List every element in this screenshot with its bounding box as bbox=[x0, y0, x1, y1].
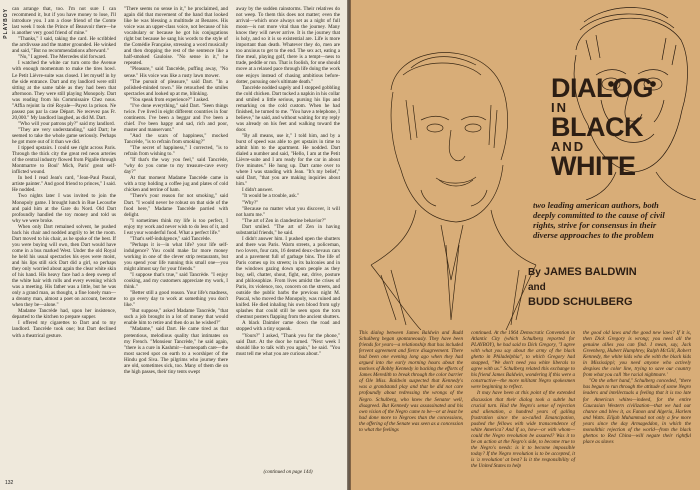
article-title bbox=[551, 73, 661, 181]
title-line-5: WHITE bbox=[551, 151, 636, 181]
paragraph: At that moment Madame Tancrède came in with a tray holding a coffee jug and plates of cold chicken and terrine of ham. bbox=[124, 175, 228, 194]
paragraph: continued. At the 1964 Democratic Convention in Atlantic City (which Schulberg reported for PLAYBOY), he had said to Dick Gregory, "I agree with what you say about the army of the black ghetto in Philadelphia", to which Gregory had snapped, "We don't need you white liberals to agree with us." Schulberg related this exchange to his friend James Baldwin, wondering if this were a constructive—the more militant Negro spokesmen were beginning to reflect. bbox=[471, 330, 575, 391]
paragraph: can arrange that, too. I'm not sure I can recommend it, but if you have money to lose, I'll introduce you. I am a close friend of the Comte last week I took the Prince of Beauvoir there—he is another very good friend of mine." bbox=[12, 6, 116, 37]
paragraph: I watched the white car turn onto the Avenue with enough momentum to make the tires howl. Le Petit Lièvre-suite was closed. I let myself in by the side entrance. Dart and my landlord were still sitting at the same table as they had been that afternoon. They were still playing Monopoly. Dart was reading from his Commissaire Chez nous. "Affia rejoint la cité Royale—Payez la prison. Ne passez pas par la case Départ. Ne recevez pas Fr. 20,000." My landlord laughed, as did M. Dart. bbox=[12, 60, 116, 121]
page-number: 132 bbox=[5, 480, 14, 486]
left-column-3 bbox=[236, 6, 340, 357]
paragraph: "Madame," said Dart. He came tired as that pretentious, melodious quality that intimates on my French. "Monsieur Tancrède," he said again, "there is a cure in Kashmir—homeopath care—the most sacred spot on earth to a worshiper of the Hindu god Siva. The pilgrims who journey there are old, sometimes sick, too. Many of them die on the high passes, their tiny tents swept bbox=[124, 326, 228, 375]
paragraph: "I suppose that's true," said Tancrède. "I enjoy cooking, and my customers appreciate my work, I think." bbox=[124, 272, 228, 291]
paragraph: A black Daimler came down the road and stopped with a tiny squeak. bbox=[236, 320, 340, 333]
paragraph: "But suppose," asked Madame Tancrède, "that such a job brought in a lot of money that would enable him to retire and then do as he wished?" bbox=[124, 308, 228, 327]
byline-by: By bbox=[528, 267, 541, 278]
paragraph: I offered my cigarettes to Dart and to my landlord. Tancrède took one; but Dart declined with a theatrical gesture. bbox=[12, 320, 116, 339]
paragraph: "There's your reason for not smoking," said Dart. "I would never be robust on that side of the food here," Madame Tancrède parried with delight. bbox=[124, 193, 228, 218]
article-deck: two leading american authors, both deeply committed to the cause of civil rights, strive for consensus in their diverse approaches to the problem bbox=[533, 200, 665, 240]
paragraph: "It would be a trouble, ask." bbox=[242, 193, 300, 200]
title-line-3: BLACK bbox=[551, 112, 643, 142]
paragraph: "Who will your patrons ply?" said my landlord. bbox=[18, 120, 115, 127]
paragraph: "On the other hand," Schulberg conceded, "there has begun to run through the attitude of some Negro leaders and intellectuals a feeling that it is too late for American whites—indeed, for the entire Caucasian Western civilization—that we had our chance and blew it, as Fanon and Algeria, Harlem and Watts. Elijah Muhammad not only a few more years since the day Armageddon, in which the monolithic rejection of the world—from the black ghettos to Red China—will negate their rightful place as slaves bbox=[583, 378, 691, 445]
right-page bbox=[351, 0, 700, 490]
left-page bbox=[0, 0, 347, 490]
paragraph: "The pursuit of pleasure," said Dart. "In a polished-minded town." He retouched the smiles spectacles and looked up at me, blinking. bbox=[124, 78, 228, 97]
paragraph: "By all means, use it," I told him, and by a burst of speed was able to get upstairs in time to admit him to the apartment. He nodded. Dart dialed a number and said, "Hello, I am at the Petit Lièvre-suite and I am ready for the car in about five minutes." He hung up. Dart came over to where I was standing with Jean. "It's my belief," said Dart, "that you are making inquiries about him." bbox=[236, 132, 340, 188]
title-line-1: DIALOG bbox=[551, 73, 653, 103]
paragraph: "You speak from experience?" I asked. bbox=[130, 96, 210, 103]
title-line-2: IN bbox=[551, 100, 568, 115]
title-line-4: AND bbox=[551, 139, 586, 154]
paragraph: "No," I agreed. The Mercedes slid forward. bbox=[18, 54, 107, 61]
paragraph: "I've done everything," said Dart. "Seen things twice. I've lived in eight different countries in four continents. I've been a beggar and I've been a chief. I've been happy and sad, rich and poor, master and manservant." bbox=[124, 102, 228, 133]
paragraph: Two nights later I was invited to join the Monopoly game. I brought lunch in Rue Lecourbe and paid him at the Gare du Nord. Old Dart profoundly handled the toy money and told us why we were broke. bbox=[12, 193, 116, 224]
continued-note: (continued on page 144) bbox=[263, 470, 313, 475]
left-column-1 bbox=[12, 6, 116, 339]
paragraph: Tancrède nodded sagely and I stopped gobbling the cold chicken. Dart tucked a napkin in his collar and smiled a little serious, pursing his lips and remarking on the cold custom. When he had finished, he turned to me. "You have a telephone, I believe," he said, and without waiting for my reply was already on his feet and walking toward the door. bbox=[236, 84, 340, 133]
paragraph: "Why?" bbox=[242, 199, 259, 206]
right-column-1 bbox=[359, 330, 463, 433]
paragraph: "Pleasure," said Tancrède, puffing away, "No sense." His voice was like a rusty lawn mower. bbox=[124, 66, 228, 79]
paragraph: away by the sudden rainstorms. Their relatives do not weep. To them this does not matter; even the arrival—which once always set as a night of full moon—is not more vital than the journey. Many know they will never arrive. It is the journey that is holy, and so it is so existential are. Life is more important than death. Whatever they do, men are too anxious to get to the end. The sex act, eating a fine meal, playing golf, there is a tempt—ness to trade, peddle or run. That is foolish, for one should move at a relaxed pace through life doing the work one enjoys instead of chasing ambitious before-dotter, pursuing one's ultimate death." bbox=[236, 6, 340, 85]
paragraph: I tipped upstairs. I could see right across Paris. Through the thick city the great red neon arteries of the central industry flowed from Pigalle through Montmartre to Boul' Mich, Paris' great self-inflicted wound. bbox=[12, 145, 116, 176]
paragraph: I didn't answer him. I pushed open the shutters and there was Paris. Warm streets, a policeman, two lovers, four cats, 16 dented deux-chevaux cars and a pavement full of garbage bins. The life of Paris comes up its streets; in its balconies and in the windows gazing down upon people as they buy, sell, chatter, shout, fight, eat, drive, posture and philosophize. From lives amidst the crises of Paris, its violence, too, concern on the streets, and outside the public barbs the previous night M. Pascal, who moved the Monopoly, was ruined and knifed. He died inhaling his own blood from ugly splashes that could still be seen upon the torn chestnut posters flapping from the ancient shutters. bbox=[236, 235, 340, 321]
paragraph: "Perhaps it is—in what life? your life self-indulgence? You could make far more money working in one of the clever strip restaurants, but you spend your life running this small one—you might almost say for your friends." bbox=[124, 241, 228, 273]
paragraph: Dart smiled. "The art of Zen in having substantial friends," he said. bbox=[236, 223, 340, 236]
paragraph: "The art of Zen in clandestine behavior?" bbox=[242, 217, 327, 224]
paragraph: "Thanks," I said, taking the card. He scribbled the arrdivssse and the matter grounded. He winked and said, "But no recommendations afterward." bbox=[12, 36, 116, 55]
paragraph: the good old laws and the good new laws? If it is, then Dick Gregory is wrong; you need all the genuine allies you can find. I mean, say, Jack Greenberg, Hubert Humphrey, Ralph McGill, Robert Kennedy, the white kids who die with the black kids in Mississippi; you need anyone who actively despises the color line, trying to save our country from what you call 'the racial nightmare.' bbox=[583, 330, 691, 379]
paragraph: It may have been at this point of the extended discussion that their dialog took a subtle but crucial turn. Had the Negro's sense of rejection and alienation, a hundred years of galling frustration since the so-called Emancipation, pushed the fellows with wide transcendence of white America? And if so, how—or with whom—could the Negro revolution be assured? Was it to be an action at the Negro's side, to become true to the Negro's needs: is it to become impossible today? If the Negro revolution is to be accepted, it is 'a revolution' at best? Is it the responsibility of the United States to help bbox=[471, 390, 575, 470]
running-head: PLAYBOY bbox=[3, 8, 9, 39]
paragraph: "And the scars of happiness," mocked Tancrède, "is to refrain from smoking?" bbox=[124, 132, 228, 146]
byline-author-1: JAMES BALDWIN bbox=[543, 266, 637, 278]
byline-author-2: BUDD SCHULBERG bbox=[528, 296, 633, 308]
byline bbox=[528, 265, 693, 309]
paragraph: In bed I read Jean's card, "Jean-Paul Pascal, artiste painter." And good friend to princes," I said. He nodded. bbox=[12, 175, 116, 194]
paragraph: "There seems no sense in it," he proclaimed, and again did that movement of the hand that looked like he was blessing a multitude at Benares. His voice was an upper-class voice, not because of his vocabulary or because he got his conjugations right but because he sang his words to the style of the Comédie Française, stressing a word musically and then dropping the rest of the sentence like a half-smoked Gauloise. "No sense in it," he repeated. bbox=[124, 6, 228, 67]
paragraph: "They are very understanding," said Dart; he seemed to take the whole game seriously. Perhaps he got more out of it than we did. bbox=[12, 126, 116, 146]
paragraph: "That's self-indulgence," said Tancrède. bbox=[130, 235, 211, 242]
left-column-2 bbox=[124, 6, 228, 375]
paragraph: When only Dart remained solvent, he pushed back his chair and nodded angrily to let the room. Dart moved to his chair, as he spoke of the best. If you were buying will own, then Dart would have come in a bus marked West. Under the old Royal he held his usual spectacles his eyes were moist, and his lips still sick Dart did a girl, so perhaps they only worried about again the clear white skin of his hand. His heavy face had a deep sweep of the white hair with rolls and every evening which was a meeting. His father was a little, but he was only a grand man, as thought, a fine lonely man—a dreamy man, almost a poet on account, become when they be—alone." bbox=[12, 223, 116, 309]
paragraph: I didn't answer. bbox=[242, 187, 274, 194]
paragraph: "If that's the way you feel," said Tancrède, "why do you come to my treasure-cave every day?" bbox=[124, 157, 228, 176]
right-column-2 bbox=[471, 330, 575, 469]
paragraph: "Better still a good reason. Your life's madness, to go every day to work at something you don't like." bbox=[124, 290, 228, 309]
byline-and: and bbox=[528, 282, 546, 293]
portrait-illustration-left bbox=[351, 20, 541, 330]
right-column-3 bbox=[583, 330, 691, 445]
paragraph: "Yours?" I asked, "Thank you for the phone," said Dart. At the door he turned. "Next week I should like to talk with you again," he said. "You must tell me what you are curious about." bbox=[236, 332, 340, 357]
paragraph: This dialog between James Baldwin and Budd Schulberg began spontaneously. They have been friends for years—a relationship that has included fervent agreement and fierce disagreement. There had been one evening long ago when they had argued into the early morning hours about the motives of Bobby Kennedy in backing the efforts of James Meredith to break through the color barrier of Ole Miss. Baldwin suspected that Kennedy's was a grandstand play and that he did not care profoundly about redressing the wrongs of the Negro. Schulberg, who knew the Senator well, disagreed. But Kennedy was assassinated and his own vision of the Negro came to be—or at least he had done more to Negroes than the concessions, the offering of the Senate was seen as a concession to what the feelings bbox=[359, 330, 463, 433]
paragraph: "The secret of happiness," I corrected, "is to refrain from wishing to." bbox=[124, 145, 228, 158]
paragraph: "Because no matter what you discover, it will not harm me." bbox=[236, 205, 340, 218]
paragraph: Madame Tancrède had, upon her insistence, departed to the kitchen to prepare supper. bbox=[12, 308, 116, 321]
paragraph: "I sometimes think my life is too perfect, I enjoy my work and never wish to do less of it, and I eat your wonderful food. What a perfect life." bbox=[124, 217, 228, 236]
